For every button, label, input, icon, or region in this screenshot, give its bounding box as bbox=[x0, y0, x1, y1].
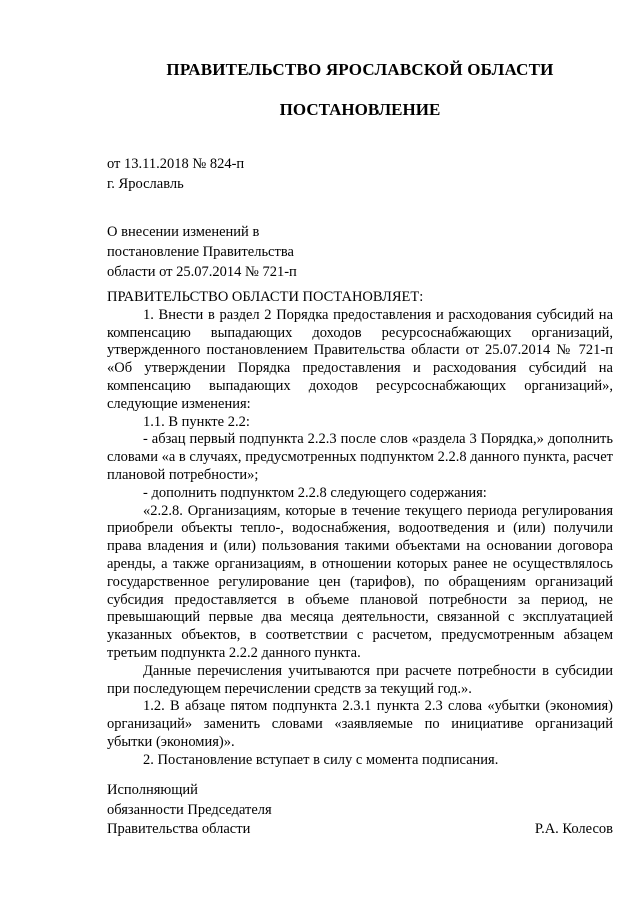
document-type: ПОСТАНОВЛЕНИЕ bbox=[279, 100, 441, 119]
paragraph: 1.1. В пункте 2.2: bbox=[143, 413, 250, 430]
signature-block bbox=[107, 781, 613, 840]
signature-row bbox=[107, 820, 613, 840]
subject-line: О внесении изменений в bbox=[107, 224, 260, 240]
signer-name: Р.А. Колесов bbox=[534, 821, 613, 837]
document-body bbox=[107, 289, 613, 770]
signer-position-line: Правительства области bbox=[107, 821, 251, 837]
document-subject bbox=[107, 222, 297, 282]
paragraph: 1. Внести в раздел 2 Порядка предоставления и расходования субсидий на компенсацию выпадающих доходов ресурсоснабжающих организаций, утвержденного постановлением Правительства области от 25.07.2014 № 721-п «Об утверждении Порядка предоставления и расходования субсидий на компенсацию выпадающих доходов ресурсоснабжающих организаций», следующие изменения: bbox=[107, 306, 613, 412]
paragraph: - абзац первый подпункта 2.2.3 после слов «раздела 3 Порядка,» дополнить словами «а в случаях, предусмотренных подпунктом 2.2.8 данного пункта, расчет плановой потребности»; bbox=[107, 431, 613, 483]
signer-position-line: Исполняющий bbox=[107, 782, 198, 798]
subject-line: постановление Правительства bbox=[107, 244, 294, 260]
preamble: ПРАВИТЕЛЬСТВО ОБЛАСТИ ПОСТАНОВЛЯЕТ: bbox=[107, 289, 424, 305]
signer-position-line: обязанности Председателя bbox=[107, 801, 272, 818]
subject-line: области от 25.07.2014 № 721-п bbox=[107, 264, 297, 280]
paragraph: Данные перечисления учитываются при расчете потребности в субсидии при последующем перечислении средств за текущий год.». bbox=[107, 662, 613, 697]
paragraph: 1.2. В абзаце пятом подпункта 2.3.1 пункта 2.3 слова «убытки (экономия) организаций» заменить словами «заявляемые по инициативе организаций убытки (экономия)». bbox=[107, 698, 613, 750]
place: г. Ярославль bbox=[107, 176, 184, 192]
paragraph: «2.2.8. Организациям, которые в течение текущего периода регулирования приобрели объекты тепло-, водоснабжения, водоотведения и (или) получили права владения и (или) пользования такими объектами на основании договора аренды, а также организациям, в отношении которых ранее не осуществлялось государственное регулирование цен (тарифов), по обращениям организаций субсидия предоставляется в объеме плановой потребности за период, не превышающий первые два месяца деятельности, связанной с эксплуатацией указанных объектов, в соответствии с расчетом, предусмотренным абзацем третьим подпункта 2.2.2 данного пункта. bbox=[107, 502, 613, 661]
government-title: ПРАВИТЕЛЬСТВО ЯРОСЛАВСКОЙ ОБЛАСТИ bbox=[166, 60, 554, 79]
paragraph: - дополнить подпунктом 2.2.8 следующего содержания: bbox=[143, 484, 487, 501]
paragraph: 2. Постановление вступает в силу с момента подписания. bbox=[143, 751, 499, 768]
document-meta bbox=[107, 154, 244, 194]
date-number: от 13.11.2018 № 824-п bbox=[107, 156, 245, 172]
